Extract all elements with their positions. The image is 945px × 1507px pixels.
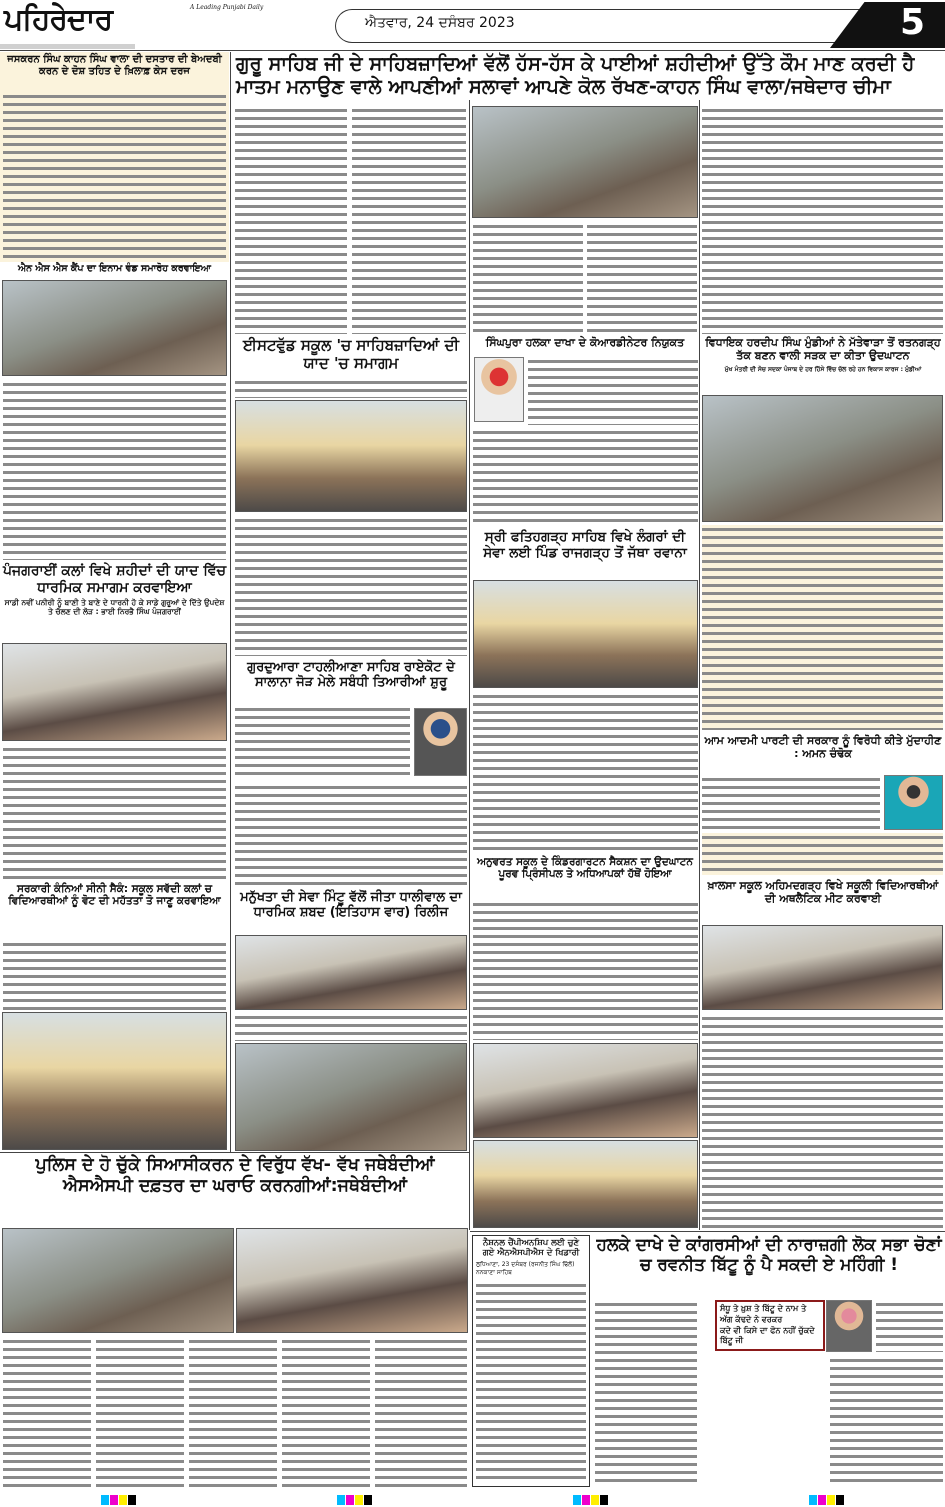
story-headline: ਸਰਕਾਰੀ ਕੰਨਿਆਂ ਸੀਨੀ ਸੈਕੰ: ਸਕੂਲ ਸਵੱਦੀ ਕਲਾਂ ਚ ਵਿਦਿਆਰਥੀਆਂ ਨੂੰ ਵੋਟ ਦੀ ਮਹੱਤਤਾ ਤੋ ਜਾਣੂ ਕਰਵਾਇਆ xyxy=(8,883,221,908)
article-text xyxy=(3,745,226,880)
lead-headline xyxy=(236,52,945,98)
article-text xyxy=(189,1337,277,1487)
protest-photo xyxy=(2,1228,234,1333)
portrait-photo xyxy=(826,1300,872,1352)
article-text xyxy=(702,775,880,830)
article-text xyxy=(587,222,697,334)
story-headline: ਸ੍ਰੀ ਫਤਿਹਗੜ੍ਹ ਸਾਹਿਬ ਵਿਖੇ ਲੰਗਰਾਂ ਦੀ ਸੇਵਾ ਲਈ ਪਿੰਡ ਰਾਜਗੜ੍ਹ ਤੋਂ ਜੱਥਾ ਰਵਾਨਾ xyxy=(483,529,687,561)
jatha-photo xyxy=(473,580,698,688)
article-text xyxy=(473,222,583,334)
lead-headline-line2: ਮਾਤਮ ਮਨਾਉਣ ਵਾਲੇ ਆਪਣੀਆਂ ਸਲਾਵਾਂ ਆਪਣੇ ਕੋਲ ਰੱਖਣ-ਕਾਹਨ ਸਿੰਘ ਵਾਲਾ/ਜਥੇਦਾਰ ਚੀਮਾ xyxy=(236,75,891,98)
pull-quote: ਸੰਧੂ ਤੇ ਖ਼ੁਸ਼ ਤੇ ਬਿੱਟੂ ਦੇ ਨਾਮ ਤੇ ਅੱਗ ਕੱਢਦੇ ਨੇ ਵਰਕਰ xyxy=(720,1304,807,1324)
lead-headline-line1: ਗੁਰੂ ਸਾਹਿਬ ਜੀ ਦੇ ਸਾਹਿਬਜ਼ਾਦਿਆਂ ਵੱਲੋਂ ਹੱਸ-ਹੱਸ ਕੇ ਪਾਈਆਂ ਸ਼ਹੀਦੀਆਂ ਉੱਤੇ ਕੌਮ ਮਾਣ ਕਰਦੀ ਹੈ xyxy=(236,52,915,75)
article-text xyxy=(235,378,467,398)
article-text xyxy=(235,516,467,656)
release-photo xyxy=(235,935,467,1010)
article-text xyxy=(473,900,698,1040)
story-headline: ਆਮ ਆਦਮੀ ਪਾਰਟੀ ਦੀ ਸਰਕਾਰ ਨੂੰ ਵਿਰੋਧੀ ਕੀਤੇ ਮੁੱਦਾਹੀਣ : ਅਮਨ ਚੰਢੋਕ xyxy=(704,734,942,760)
article-text xyxy=(235,106,347,334)
portrait-photo xyxy=(884,775,943,830)
article-text xyxy=(3,380,226,560)
release-group-photo xyxy=(235,1043,467,1151)
story-heading-group xyxy=(701,337,945,373)
lead-photo xyxy=(472,106,698,218)
article-text xyxy=(702,106,943,334)
story-heading-group xyxy=(2,563,227,617)
school-inauguration-photo xyxy=(473,1043,698,1138)
article-text xyxy=(352,106,466,334)
logo: ਪਹਿਰੇਦਾਰ xyxy=(4,2,113,37)
story-headline: ਐਨ ਐਸ ਐਸ ਕੈਂਪ ਦਾ ਇਨਾਮ ਵੰਡ ਸਮਾਰੋਹ ਕਰਵਾਇਆ xyxy=(17,263,211,274)
article-text xyxy=(476,1281,586,1484)
story-headline: ਨੈਸ਼ਨਲ ਚੈਂਪੀਅਨਸ਼ਿਪ ਲਈ ਚੁਣੇ ਗਏ ਐਨਐਸਪੀਐਸ ਦੇ ਖਿਡਾਰੀ xyxy=(482,1238,580,1259)
article-text xyxy=(96,1337,184,1487)
classroom-photo xyxy=(473,1140,698,1228)
school-event-photo xyxy=(235,400,467,512)
article-text xyxy=(702,833,943,875)
sidebar-box xyxy=(472,1235,590,1487)
portrait-photo xyxy=(474,357,524,422)
article-text xyxy=(3,940,226,1010)
article-text xyxy=(830,1356,943,1487)
portrait-photo xyxy=(414,708,467,776)
story-headline: ਗੁਰਦੁਆਰਾ ਟਾਹਲੀਆਣਾ ਸਾਹਿਬ ਰਾਏਕੋਟ ਦੇ ਸਾਲਾਨਾ ਜੋੜ ਮੇਲੇ ਸਬੰਧੀ ਤਿਆਰੀਆਂ ਸ਼ੁਰੂ xyxy=(247,660,455,691)
dateline: ਲੁਧਿਆਣਾ, 23 ਦਸੰਬਰ (ਰਜਨੀਤ ਸਿੰਘ ਢਿੱਲੋਂ) ਨਨਕਾਣਾ ਸਾਹਿਬ xyxy=(476,1261,575,1277)
article-text xyxy=(702,1014,943,1229)
article-text xyxy=(876,1300,943,1352)
article-text xyxy=(528,357,698,425)
article-text xyxy=(595,1300,697,1487)
date: ਐਤਵਾਰ, 24 ਦਸੰਬਰ 2023 xyxy=(365,15,515,31)
article-text xyxy=(473,428,698,526)
story-subheadline: ਸਾਡੀ ਨਵੀਂ ਪਨੀਰੀ ਨੂੰ ਬਾਣੀ ਤੇ ਬਾਣੇ ਦੇ ਧਾਰਨੀ ਹੋ ਕੇ ਸਾਡੇ ਗੁਰੂਆਂ ਦੇ ਦਿੱਤੇ ਉਪਦੇਸ਼ ਤੇ ਚੱਲਣ ਦੀ ਲੋੜ : ਭਾਈ ਨਿਰਭੈ ਸਿੰਘ ਪੰਜਗਰਾਈਂ xyxy=(4,598,225,616)
group-photo xyxy=(2,280,227,376)
protest-photo xyxy=(236,1228,468,1333)
students-photo xyxy=(2,1012,227,1150)
athletic-meet-photo xyxy=(702,925,943,1010)
story-headline: ਮਨੁੱਖਤਾ ਦੀ ਸੇਵਾ ਮਿੰਟੂ ਵੱਲੋਂ ਜੀਤਾ ਧਾਲੀਵਾਲ ਦਾ ਧਾਰਮਿਕ ਸ਼ਬਦ (ਇਤਿਹਾਸ ਵਾਰ) ਰਿਲੀਜ xyxy=(240,890,462,921)
article-text xyxy=(3,1337,91,1487)
story-headline: ਖ਼ਾਲਸਾ ਸਕੂਲ ਅਹਿਮਦਗੜ੍ਹ ਵਿਖੇ ਸਕੂਲੀ ਵਿਦਿਆਰਥੀਆਂ ਦੀ ਅਥਲੈਟਿਕ ਮੀਟ ਕਰਵਾਈ xyxy=(707,879,939,905)
story-headline: ਸਿੰਘਪੁਰਾ ਹਲਕਾ ਦਾਖਾ ਦੇ ਕੋਆਰਡੀਨੇਟਰ ਨਿਯੁਕਤ xyxy=(485,336,685,349)
pull-quote-box xyxy=(715,1300,825,1351)
article-text xyxy=(282,1337,370,1487)
story-headline: ਅਨੁਵਰਤ ਸਕੂਲ ਦੇ ਕਿੰਡਰਗਾਰਟਨ ਸੈਕਸ਼ਨ ਦਾ ਉਦਘਾਟਨ ਪੂਰਵ ਪ੍ਰਿੰਸੀਪਲ ਤੇ ਅਧਿਆਪਕਾਂ ਹੱਥੋਂ ਹੋਇਆ xyxy=(477,856,693,881)
road-inauguration-photo xyxy=(702,395,943,522)
article-text xyxy=(3,92,226,260)
story-headline: ਵਿਧਾਇਕ ਹਰਦੀਪ ਸਿੰਘ ਮੁੰਡੀਆਂ ਨੇ ਮੱਤੇਵਾੜਾ ਤੋਂ ਰਤਨਗੜ੍ਹ ਤੱਕ ਬਣਨ ਵਾਲੀ ਸੜਕ ਦਾ ਕੀਤਾ ਉਦਘਾਟਨ xyxy=(705,336,941,362)
page-number: 5 xyxy=(900,2,926,43)
story-headline: ਹਲਕੇ ਦਾਖੇ ਦੇ ਕਾਂਗਰਸੀਆਂ ਦੀ ਨਾਰਾਜ਼ਗੀ ਲੋਕ ਸਭਾ ਚੋਣਾਂ ਚ ਰਵਨੀਤ ਬਿੱਟੂ ਨੂੰ ਪੈ ਸਕਦੀ ਏ ਮਹਿੰਗੀ ! xyxy=(596,1235,942,1276)
story-subheadline: ਮੁੱਖ ਮੰਤਰੀ ਦੀ ਸੋਚ ਸਦਕਾ ਪੰਜਾਬ ਦੇ ਹਰ ਹਿੱਸੇ ਵਿੱਚ ਚੱਲ ਰਹੇ ਹਨ ਵਿਕਾਸ ਕਾਰਜ : ਮੁੰਡੀਆਂ xyxy=(724,365,922,373)
article-text xyxy=(702,525,943,730)
story-headline: ਪੰਜਗਰਾਈਂ ਕਲਾਂ ਵਿਖੇ ਸ਼ਹੀਦਾਂ ਦੀ ਯਾਦ ਵਿੱਚ ਧਾਰਮਿਕ ਸਮਾਗਮ ਕਰਵਾਇਆ xyxy=(2,563,227,596)
masthead xyxy=(0,0,945,50)
story-headline: ਪੁਲਿਸ ਦੇ ਹੋ ਚੁੱਕੇ ਸਿਆਸੀਕਰਨ ਦੇ ਵਿਰੁੱਧ ਵੱਖ- ਵੱਖ ਜਥੇਬੰਦੀਆਂ ਐਸਐਸਪੀ ਦਫ਼ਤਰ ਦਾ ਘਰਾਓ ਕਰਨਗੀਆਂ:ਜਥੇਬੰਦੀਆਂ xyxy=(35,1155,435,1196)
story-headline: ਈਸਟਵੁੱਡ ਸਕੂਲ 'ਚ ਸਾਹਿਬਜ਼ਾਦਿਆਂ ਦੀ ਯਾਦ 'ਚ ਸਮਾਗਮ xyxy=(243,336,459,372)
tagline: A Leading Punjabi Daily xyxy=(190,4,264,11)
article-text xyxy=(473,692,698,852)
registration-marks xyxy=(0,1492,945,1507)
event-photo xyxy=(2,643,227,741)
article-text xyxy=(235,705,410,780)
article-text xyxy=(235,1013,467,1041)
article-text xyxy=(375,1337,467,1487)
story-headline: ਜਸਕਰਨ ਸਿੰਘ ਕਾਹਨ ਸਿੰਘ ਵਾਲਾ ਦੀ ਦਸਤਾਰ ਦੀ ਬੇਅਦਬੀ ਕਰਨ ਦੇ ਦੋਸ਼ ਤਹਿਤ ਦੇ ਖ਼ਿਲਾਫ਼ ਕੇਸ ਦਰਜ xyxy=(7,54,222,77)
pull-quote: ਕਦੇ ਵੀ ਕਿਸੇ ਦਾ ਫੋਨ ਨਹੀਂ ਚੁੱਕਦੇ ਬਿੱਟੂ ਜੀ xyxy=(720,1325,815,1346)
article-text xyxy=(235,783,467,885)
